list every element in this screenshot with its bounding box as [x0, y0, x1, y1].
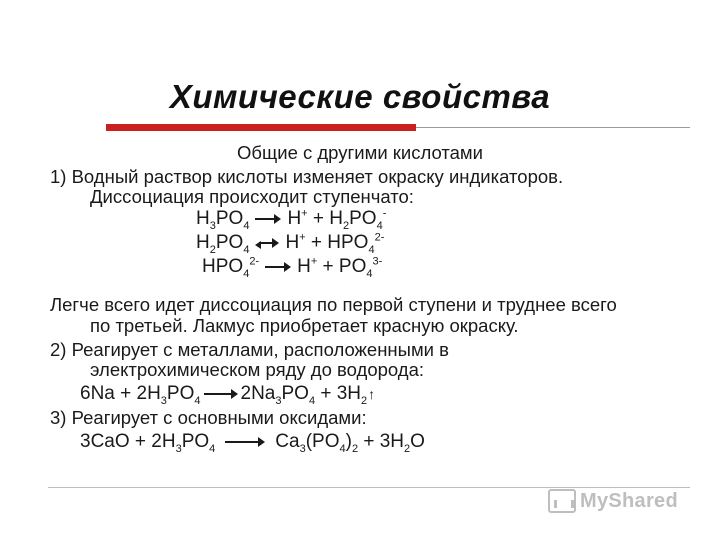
point-3: 3) Реагирует с основными оксидами: [50, 407, 367, 428]
eq1-rhs-b: + H [307, 208, 343, 229]
r1-a: 6Na + 2H [80, 383, 161, 404]
r1-e-sub: 2 [361, 394, 368, 407]
r1-b: PO [166, 383, 195, 404]
eq2-lhs-b: PO [215, 232, 244, 253]
eq2-rhs-sup1: + [299, 231, 306, 244]
watermark-text: MyShared [580, 489, 678, 512]
eq3-rhs-sup1: + [310, 255, 318, 268]
eq3-lhs-sup: 2- [249, 255, 260, 268]
reaction-with-metals [80, 382, 375, 406]
presentation-board-icon [548, 489, 576, 513]
dissociation-step-2 [196, 231, 384, 255]
eq2-lhs-a: H [196, 232, 210, 253]
r2-b: PO [181, 431, 210, 452]
eq2-rhs-b: + [305, 232, 328, 253]
r2-c: Ca [275, 431, 300, 452]
eq2-lhs-sub1: 2 [209, 243, 216, 256]
reaction-arrow-icon [225, 437, 265, 447]
note-line-2: по третьей. Лакмус приобретает красную окраску. [90, 315, 519, 336]
eq1-rhs-sup2: - [382, 207, 387, 220]
eq3-rhs-b: + PO [317, 256, 367, 277]
point-2-line-1: 2) Реагирует с металлами, расположенными в [50, 339, 449, 360]
eq1-lhs-b: PO [215, 208, 244, 229]
eq1-lhs-sub2: 4 [243, 219, 250, 232]
r2-e-sub: 2 [351, 442, 359, 455]
eq1-rhs-sub2: 4 [376, 219, 383, 232]
eq1-rhs-sup1: + [301, 207, 308, 220]
note-line-1: Легче всего идет диссоциация по первой ступени и труднее всего [50, 294, 617, 315]
point-1-line-1: 1) Водный раствор кислоты изменяет окраску индикаторов. [50, 166, 564, 187]
eq3-rhs-sub2: 4 [366, 267, 373, 280]
r2-a: 3CaO + 2H [80, 431, 176, 452]
reaction-arrow-icon [204, 389, 238, 399]
title-underline-red [106, 124, 416, 131]
eq2-lhs-sub2: 4 [243, 243, 250, 256]
r1-b-sub: 4 [194, 394, 201, 407]
eq2-rhs-sup2: 2- [374, 231, 385, 244]
r2-a-sub: 3 [175, 442, 182, 455]
r2-g: O [410, 431, 425, 452]
r1-c: 2Na [240, 383, 276, 404]
gas-up-arrow-icon: ↑ [368, 386, 376, 402]
dissociation-step-3 [202, 255, 382, 279]
subtitle: Общие с другими кислотами [237, 142, 483, 163]
r2-c-sub: 3 [299, 442, 306, 455]
eq2-rhs-a: H [285, 232, 300, 253]
r2-d: (PO [305, 431, 340, 452]
r2-e: ) [345, 431, 352, 452]
eq3-rhs-a: H [297, 256, 311, 277]
reaction-arrow-icon [265, 262, 291, 272]
r2-f-sub: 2 [404, 442, 411, 455]
eq3-lhs-a: HPO [202, 256, 244, 277]
r1-c-sub: 3 [275, 394, 282, 407]
point-1-line-2: Диссоциация происходит ступенчато: [90, 186, 414, 207]
r1-e: + 3H [315, 383, 362, 404]
r1-d-sub: 4 [308, 394, 316, 407]
r2-d-sub: 4 [339, 442, 346, 455]
eq1-lhs-a: H [196, 208, 210, 229]
eq1-rhs-c: PO [349, 208, 377, 229]
reaction-arrow-icon [255, 214, 281, 224]
watermark-logo [548, 488, 678, 514]
eq2-rhs-c: HPO [327, 232, 369, 253]
eq3-rhs-sup2: 3- [372, 255, 383, 268]
r2-f: + 3H [358, 431, 405, 452]
eq1-rhs-sub1: 2 [342, 219, 350, 232]
eq1-rhs-a: H [287, 208, 302, 229]
equilibrium-arrow-icon [255, 238, 279, 248]
r1-a-sub: 3 [160, 394, 167, 407]
eq1-lhs-sub1: 3 [209, 219, 216, 232]
title-underline-grey [416, 127, 690, 128]
point-2-line-2: электрохимическом ряду до водорода: [90, 359, 425, 380]
eq3-lhs-sub2: 4 [243, 267, 250, 280]
slide-title: Химические свойства [169, 78, 551, 115]
r2-b-sub: 4 [209, 442, 216, 455]
reaction-with-basic-oxides [80, 430, 425, 454]
dissociation-step-1 [196, 207, 386, 231]
eq2-rhs-sub2: 4 [368, 243, 375, 256]
r1-d: PO [281, 383, 309, 404]
